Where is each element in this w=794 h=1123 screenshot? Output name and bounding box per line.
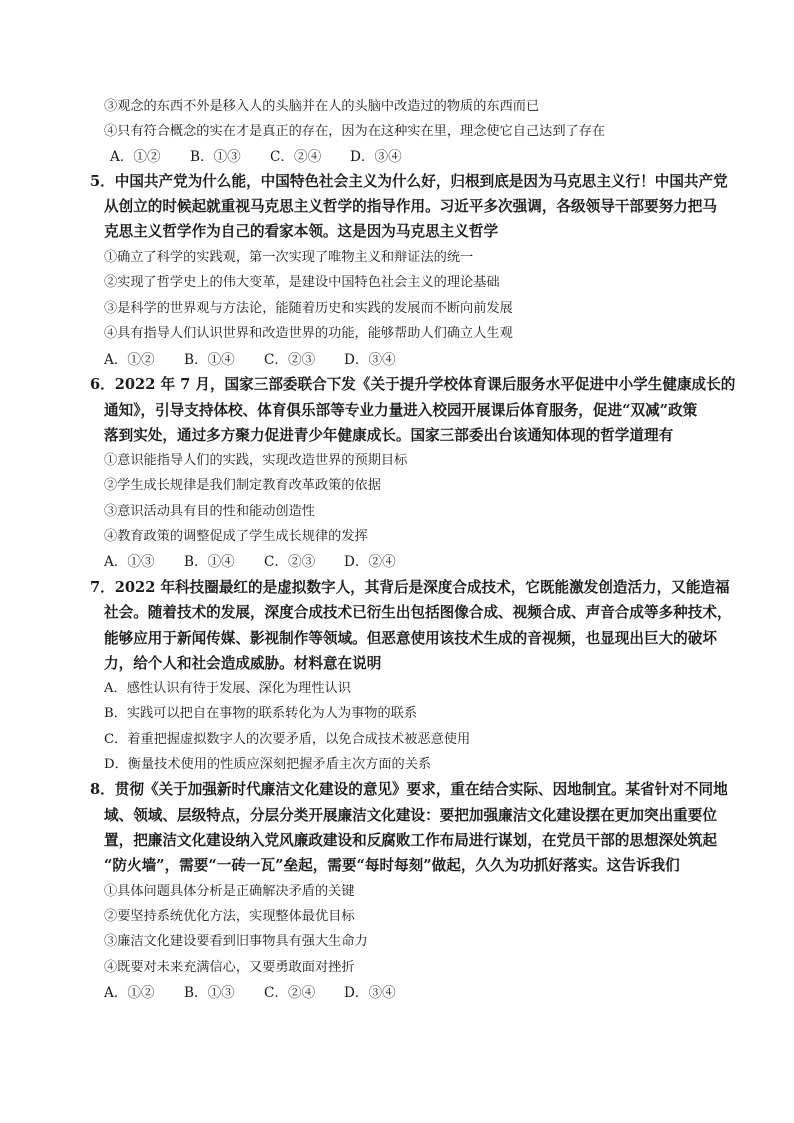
q6-option-a: A．①③ — [104, 554, 155, 570]
q4-option-d: D．③④ — [350, 149, 402, 165]
q4-option-c: C．②④ — [270, 149, 322, 165]
q4-statement-3: ③观念的东西不外是移入人的头脑并在人的头脑中改造过的物质的东西而已 — [104, 99, 540, 114]
q8-option-a: A．①② — [104, 985, 155, 1001]
q6-statement-2: ②学生成长规律是我们制定教育改革政策的依据 — [104, 478, 381, 493]
q6-option-c: C．②③ — [264, 554, 316, 570]
q5-option-c: C．②③ — [264, 352, 316, 368]
q5-statement-1: ①确立了科学的实践观，第一次实现了唯物主义和辩证法的统一 — [104, 250, 474, 265]
q5-stem-line-3: 克思主义哲学作为自己的看家本领。这是因为马克思主义哲学 — [104, 223, 499, 240]
q8-option-c: C．②④ — [264, 985, 316, 1001]
q5-stem-line-2: 从创立的时候起就重视马克思主义哲学的指导作用。习近平多次强调，各级领导干部要努力把马 — [104, 198, 717, 215]
q6-stem-line-3: 落到实处，通过多方聚力促进青少年健康成长。国家三部委出台该通知体现的哲学道理有 — [104, 427, 674, 444]
q8-statement-2: ②要坚持系统优化方法，实现整体最优目标 — [104, 909, 355, 924]
q8-statement-1: ①具体问题具体分析是正确解决矛盾的关键 — [104, 884, 355, 899]
q5-options — [104, 350, 424, 370]
q6-statement-4: ④教育政策的调整促成了学生成长规律的发挥 — [104, 529, 368, 544]
q6-option-b: B．①④ — [184, 554, 235, 570]
q8-option-b: B．①③ — [184, 985, 235, 1001]
q5-option-a: A．①② — [104, 352, 155, 368]
q5-option-b: B．①④ — [184, 352, 235, 368]
q8-option-d: D．③④ — [344, 985, 396, 1001]
q5-option-d: D．③④ — [344, 352, 396, 368]
q5-statement-2: ②实现了哲学史上的伟大变革，是建设中国特色社会主义的理论基础 — [104, 275, 500, 290]
q6-statement-1: ①意识能指导人们的实践，实现改造世界的预期目标 — [104, 453, 408, 468]
q4-options — [110, 147, 430, 167]
q7-stem-line-1: 7．2022 年科技圈最红的是虚拟数字人，其背后是深度合成技术，它既能激发创造活力，又能造福 — [90, 579, 730, 596]
q8-stem-line-2: 域、领域、层级特点，分层分类开展廉洁文化建设：要把加强廉洁文化建设摆在更加突出重要位 — [104, 807, 717, 824]
q5-statement-3: ③是科学的世界观与方法论，能随着历史和实践的发展而不断向前发展 — [104, 301, 513, 316]
q7-choice-d: D．衡量技术使用的性质应深刻把握矛盾主次方面的关系 — [104, 757, 432, 772]
q7-stem-line-4: 力，给个人和社会造成威胁。材料意在说明 — [104, 655, 382, 672]
q5-statement-4: ④具有指导人们认识世界和改造世界的功能，能够帮助人们确立人生观 — [104, 326, 513, 341]
q6-stem-line-2: 通知》，引导支持体校、体育俱乐部等专业力量进入校园开展课后体育服务，促进“双减”政策 — [104, 402, 698, 419]
q7-choice-c: C．着重把握虚拟数字人的次要矛盾，以免合成技术被恶意使用 — [104, 732, 471, 747]
q4-statement-4: ④只有符合概念的实在才是真正的存在，因为在这种实在里，理念使它自己达到了存在 — [104, 124, 606, 139]
q8-options — [104, 983, 424, 1003]
q5-stem-line-1: 5．中国共产党为什么能，中国特色社会主义为什么好，归根到底是因为马克思主义行！中国共产党 — [90, 173, 728, 190]
q8-statement-3: ③廉洁文化建设要看到旧事物具有强大生命力 — [104, 934, 368, 949]
q6-stem-line-1: 6．2022 年 7 月，国家三部委联合下发《关于提升学校体育课后服务水平促进中小学生健康成长的 — [90, 376, 736, 393]
q7-choice-b: B．实践可以把自在事物的联系转化为人为事物的联系 — [104, 706, 418, 721]
q8-stem-line-3: 置，把廉洁文化建设纳入党风廉政建设和反腐败工作布局进行谋划，在党员干部的思想深处筑起 — [104, 832, 717, 849]
q8-stem-line-1: 8．贯彻《关于加强新时代廉洁文化建设的意见》要求，重在结合实际、因地制宜。某省针对不同地 — [90, 781, 728, 798]
q6-option-d: D．②④ — [344, 554, 396, 570]
q8-statement-4: ④既要对未来充满信心，又要勇敢面对挫折 — [104, 960, 355, 975]
q7-choice-a: A．感性认识有待于发展、深化为理性认识 — [104, 681, 351, 696]
q6-options — [104, 552, 424, 572]
q6-statement-3: ③意识活动具有目的性和能动创造性 — [104, 504, 315, 519]
q4-option-b: B．①③ — [190, 149, 241, 165]
q4-option-a: A．①② — [110, 149, 161, 165]
q8-stem-line-4: “防火墙”，需要“一砖一瓦”垒起，需要“每时每刻”做起，久久为功抓好落实。这告诉我们 — [104, 857, 680, 874]
q7-stem-line-3: 能够应用于新闻传媒、影视制作等领域。但恶意使用该技术生成的音视频，也显现出巨大的破坏 — [104, 630, 717, 647]
q7-stem-line-2: 社会。随着技术的发展，深度合成技术已衍生出包括图像合成、视频合成、声音合成等多种技术， — [104, 604, 732, 621]
